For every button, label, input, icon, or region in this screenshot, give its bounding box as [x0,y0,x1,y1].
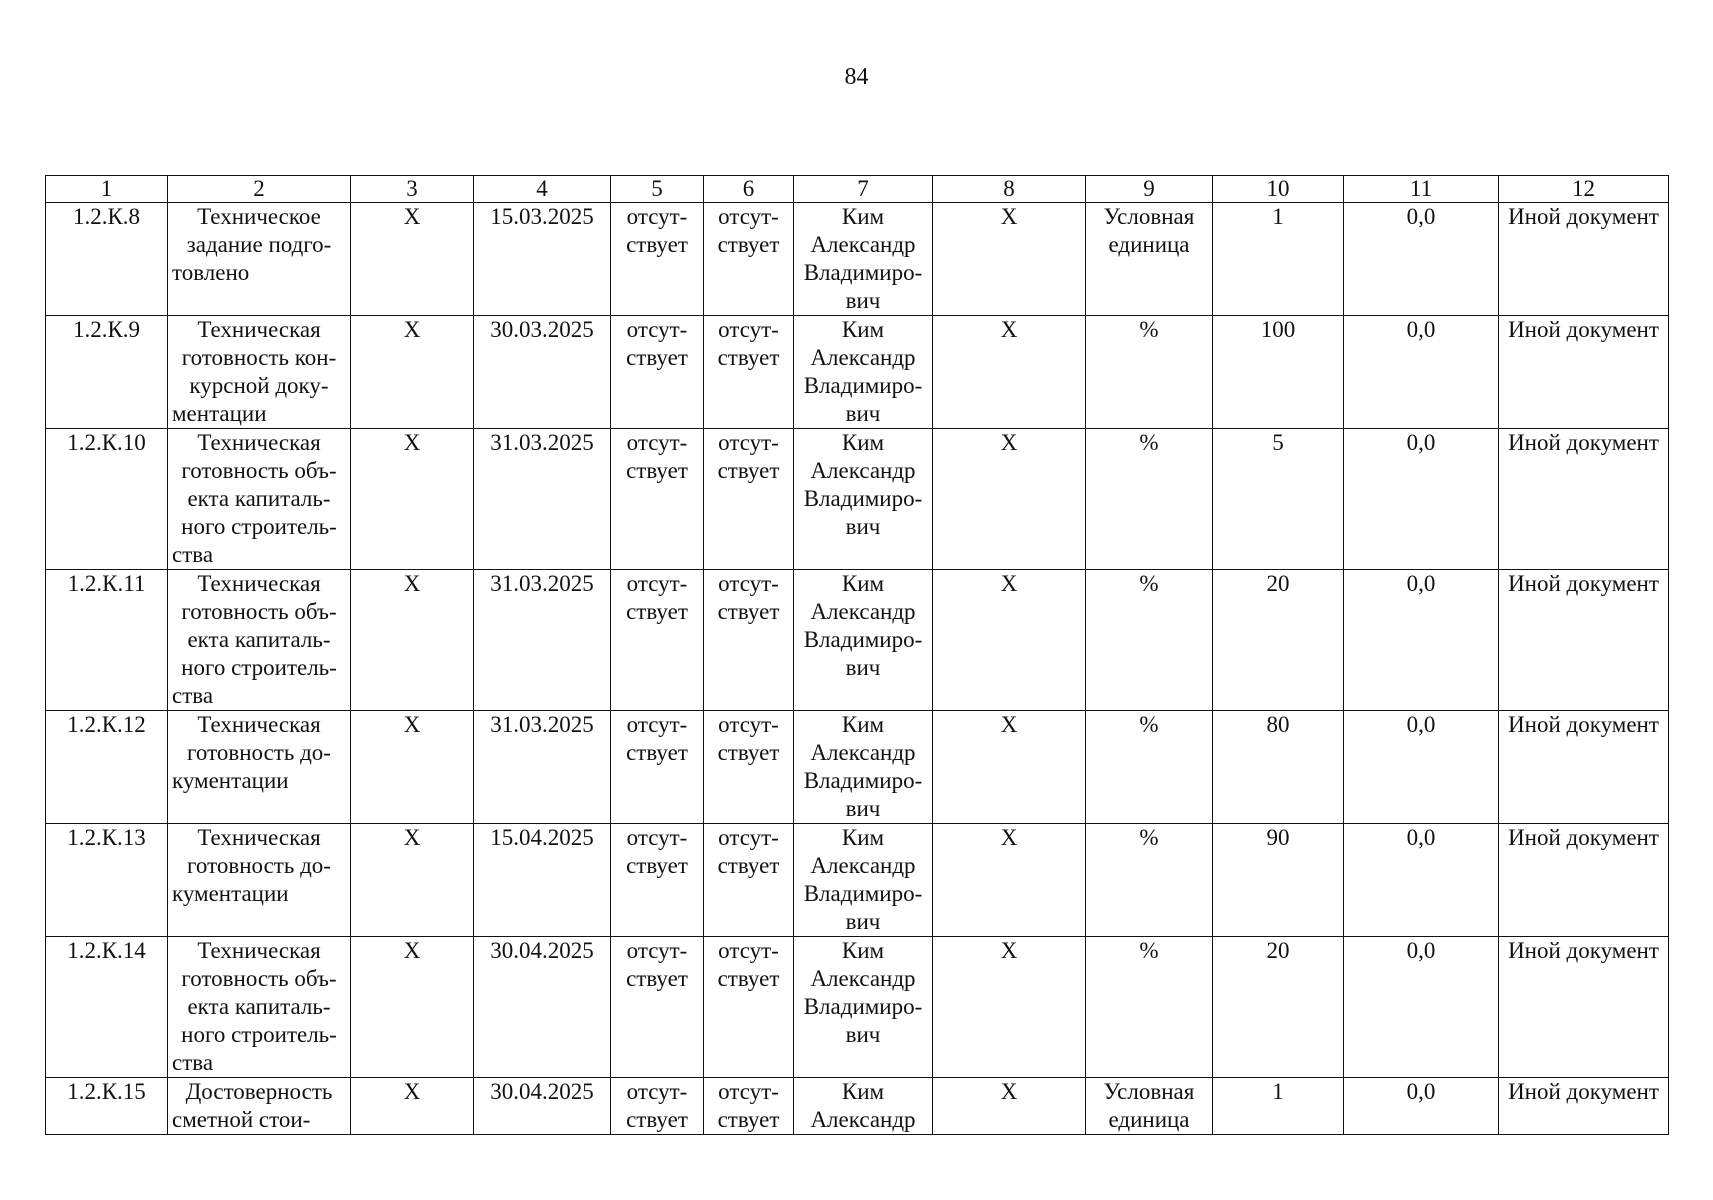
unit: % [1086,429,1213,570]
col8-mark: Х [933,711,1086,824]
table-row [46,1078,1669,1135]
target-value: 1 [1213,1078,1344,1135]
table-row [46,203,1669,316]
target-value: 20 [1213,570,1344,711]
row-code: 1.2.К.10 [46,429,168,570]
target-value: 20 [1213,937,1344,1078]
col5-value: отсут-ствует [611,711,704,824]
col8-mark: Х [933,570,1086,711]
col11-value: 0,0 [1344,570,1499,711]
col8-mark: Х [933,824,1086,937]
unit: % [1086,824,1213,937]
col8-mark: Х [933,937,1086,1078]
unit: % [1086,711,1213,824]
col5-value: отсут-ствует [611,570,704,711]
column-number: 5 [611,176,704,203]
col5-value: отсут-ствует [611,429,704,570]
column-number: 6 [704,176,794,203]
document-type: Иной документ [1499,429,1669,570]
col3-mark: Х [351,429,474,570]
responsible-person: Ким Александр Владимиро-вич [794,570,933,711]
col6-value: отсут-ствует [704,570,794,711]
col5-value: отсут-ствует [611,1078,704,1135]
col3-mark: Х [351,203,474,316]
data-table [45,175,1669,1135]
row-name: Техническая готовность объ-екта капиталь-ного строитель-ства [168,937,351,1078]
row-code: 1.2.К.14 [46,937,168,1078]
col3-mark: Х [351,316,474,429]
row-date: 31.03.2025 [474,429,611,570]
column-number: 7 [794,176,933,203]
document-type: Иной документ [1499,1078,1669,1135]
row-name: Техническое задание подго-товлено [168,203,351,316]
row-date: 31.03.2025 [474,570,611,711]
col6-value: отсут-ствует [704,937,794,1078]
responsible-person: Ким Александр Владимиро-вич [794,937,933,1078]
row-name: Техническая готовность объ-екта капиталь-ного строитель-ства [168,429,351,570]
row-code: 1.2.К.8 [46,203,168,316]
document-type: Иной документ [1499,570,1669,711]
unit: Условная единица [1086,203,1213,316]
column-number-row [46,176,1669,203]
col11-value: 0,0 [1344,711,1499,824]
col8-mark: Х [933,203,1086,316]
row-name: Техническая готовность до-кументации [168,711,351,824]
table-row [46,937,1669,1078]
col5-value: отсут-ствует [611,203,704,316]
target-value: 1 [1213,203,1344,316]
target-value: 100 [1213,316,1344,429]
col11-value: 0,0 [1344,937,1499,1078]
row-date: 30.04.2025 [474,937,611,1078]
col8-mark: Х [933,316,1086,429]
row-date: 30.04.2025 [474,1078,611,1135]
col3-mark: Х [351,711,474,824]
col3-mark: Х [351,570,474,711]
row-date: 15.03.2025 [474,203,611,316]
responsible-person: Ким Александр Владимиро-вич [794,316,933,429]
col11-value: 0,0 [1344,429,1499,570]
row-name: Достоверность сметной стои- [168,1078,351,1135]
col6-value: отсут-ствует [704,824,794,937]
col3-mark: Х [351,1078,474,1135]
target-value: 80 [1213,711,1344,824]
col5-value: отсут-ствует [611,824,704,937]
col11-value: 0,0 [1344,203,1499,316]
col3-mark: Х [351,824,474,937]
table-row [46,824,1669,937]
col11-value: 0,0 [1344,1078,1499,1135]
row-code: 1.2.К.15 [46,1078,168,1135]
row-code: 1.2.К.11 [46,570,168,711]
col6-value: отсут-ствует [704,316,794,429]
col8-mark: Х [933,1078,1086,1135]
table-row [46,429,1669,570]
column-number: 1 [46,176,168,203]
row-name: Техническая готовность объ-екта капиталь-ного строитель-ства [168,570,351,711]
col5-value: отсут-ствует [611,937,704,1078]
column-number: 3 [351,176,474,203]
col6-value: отсут-ствует [704,429,794,570]
responsible-person: Ким Александр Владимиро-вич [794,711,933,824]
col6-value: отсут-ствует [704,1078,794,1135]
col11-value: 0,0 [1344,824,1499,937]
unit: % [1086,316,1213,429]
row-code: 1.2.К.9 [46,316,168,429]
row-code: 1.2.К.13 [46,824,168,937]
document-type: Иной документ [1499,316,1669,429]
col3-mark: Х [351,937,474,1078]
col5-value: отсут-ствует [611,316,704,429]
document-type: Иной документ [1499,711,1669,824]
table-row [46,570,1669,711]
unit: % [1086,570,1213,711]
row-date: 15.04.2025 [474,824,611,937]
column-number: 9 [1086,176,1213,203]
target-value: 90 [1213,824,1344,937]
column-number: 8 [933,176,1086,203]
col6-value: отсут-ствует [704,711,794,824]
responsible-person: Ким Александр Владимиро-вич [794,429,933,570]
row-date: 30.03.2025 [474,316,611,429]
column-number: 11 [1344,176,1499,203]
document-type: Иной документ [1499,824,1669,937]
document-type: Иной документ [1499,937,1669,1078]
row-name: Техническая готовность кон-курсной доку-ментации [168,316,351,429]
column-number: 2 [168,176,351,203]
table-row [46,711,1669,824]
column-number: 4 [474,176,611,203]
row-code: 1.2.К.12 [46,711,168,824]
column-number: 12 [1499,176,1669,203]
row-name: Техническая готовность до-кументации [168,824,351,937]
col11-value: 0,0 [1344,316,1499,429]
unit: Условная единица [1086,1078,1213,1135]
page-number: 84 [844,64,869,90]
row-date: 31.03.2025 [474,711,611,824]
responsible-person: Ким Александр Владимиро-вич [794,824,933,937]
col8-mark: Х [933,429,1086,570]
target-value: 5 [1213,429,1344,570]
column-number: 10 [1213,176,1344,203]
unit: % [1086,937,1213,1078]
responsible-person: Ким Александр Владимиро-вич [794,203,933,316]
table-row [46,316,1669,429]
col6-value: отсут-ствует [704,203,794,316]
responsible-person: Ким Александр [794,1078,933,1135]
document-type: Иной документ [1499,203,1669,316]
